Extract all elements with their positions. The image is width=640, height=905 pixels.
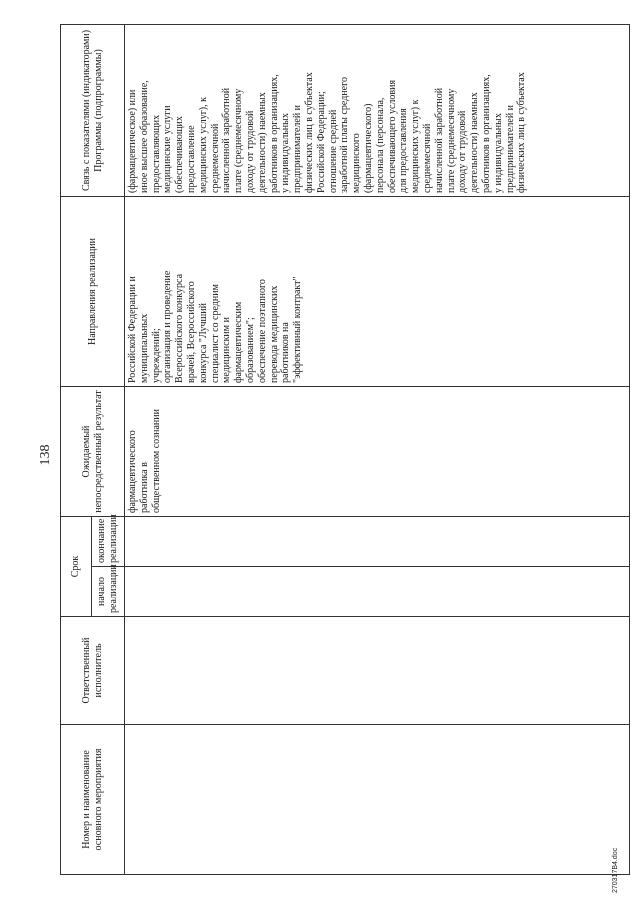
header-row <box>61 25 92 875</box>
cell-executor <box>125 617 630 725</box>
header-col-executor: Ответственный исполнитель <box>61 617 125 725</box>
header-term-start: начало реализации <box>92 567 125 617</box>
cell-expected-result: фармацевтического работника в общественном сознании <box>125 387 630 517</box>
cell-directions: Российской Федерации и муниципальных учреждений; организация и проведение Всероссийского конкурса врачей, Всероссийского конкурса "Лучший специалист со средним медицинским и фармацевтическим образованием"; обеспечение поэтапного перевода медицинских работников на "эффективный контракт" <box>125 197 630 387</box>
cell-indicators: (фармацевтическое) или иное высшее образование, предоставляющих медицинские услуги (обеспечивающих предоставление медицинских услуг), к среднемесячной начисленной заработной плате (среднемесячному доходу от трудовой деятельности) наемных работников в организациях, у индивидуальных предпринимателей и физических лиц в субъектах Российской Федерации; отношение средней заработной платы среднего медицинского (фармацевтического) персонала (персонала, обеспечивающего условия для предоставления медицинских услуг) к среднемесячной начисленной заработной плате (среднемесячному доходу от трудовой деятельности) наемных работников в организациях, у индивидуальных предпринимателей и физических лиц в субъектах <box>125 25 630 197</box>
header-col-expected-result: Ожидаемый непосредственный результат <box>61 387 125 517</box>
program-table <box>60 24 630 875</box>
header-col-directions: Направления реализации <box>61 197 125 387</box>
header-term-end: окончание реализации <box>92 517 125 567</box>
header-col-term: Срок <box>61 517 92 617</box>
cell-term-end <box>125 517 630 567</box>
cell-number-name <box>125 725 630 875</box>
doc-filename: 270317B4.doc <box>612 847 619 893</box>
header-col-number-name: Номер и наименование основного мероприятия <box>61 725 125 875</box>
cell-term-start <box>125 567 630 617</box>
page-number: 138 <box>38 444 53 466</box>
header-col-indicators: Связь с показателями (индикаторами) Программы (подпрограммы) <box>61 25 125 197</box>
table-row <box>125 25 630 875</box>
